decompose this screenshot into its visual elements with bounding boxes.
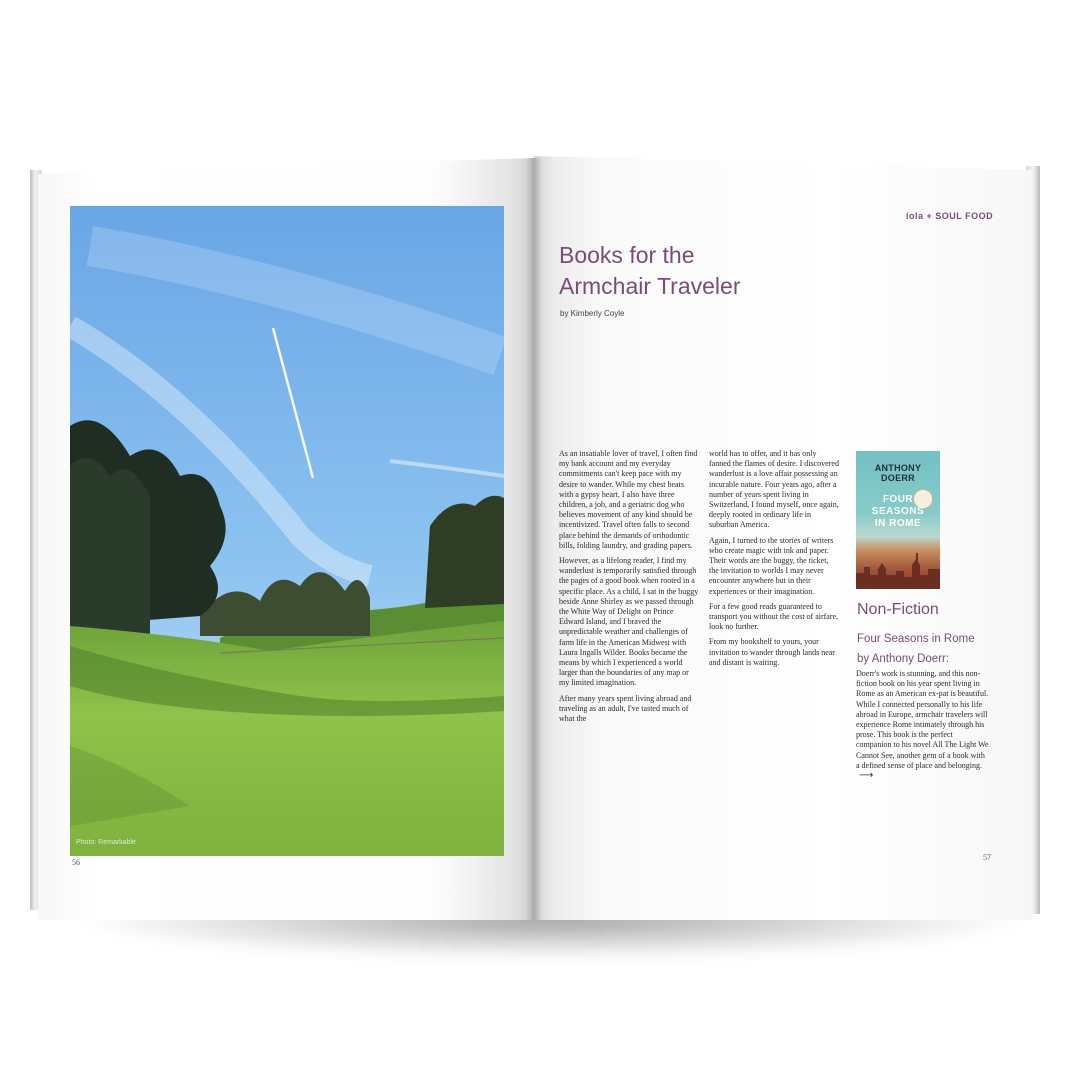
cover-author-first: ANTHONY bbox=[874, 463, 922, 473]
byline: by Kimberly Coyle bbox=[560, 309, 625, 318]
book-title-author: by Anthony Doerr: bbox=[857, 653, 950, 665]
article-column-1 bbox=[559, 449, 699, 729]
rome-skyline-icon bbox=[856, 549, 940, 589]
cover-author-last: DOERR bbox=[880, 473, 915, 483]
photo-credit: Photo: Remarkable bbox=[76, 839, 136, 846]
book-review bbox=[856, 669, 990, 781]
book-cover bbox=[856, 451, 940, 589]
paragraph: After many years spent living abroad and traveling as an adult, I've tasted much of what the bbox=[559, 693, 692, 724]
book-title-name: Four Seasons in Rome bbox=[857, 633, 975, 645]
headline-line-2: Armchair Traveler bbox=[559, 273, 741, 299]
paragraph: However, as a lifelong reader, I find my wanderlust is temporarily satisfied through the pages of a good book when rooted in a specific place. As a child, I sat in the buggy beside Anne Shirley as we passed through the White Way of Delight on Prince Edward Island, and I braved the unpredictable weather and challenges of farm life in the American Midwest with Laura Ingalls Wilder. Books became the means by which I experienced a world larger than the boundaries of any map or my limited imagination. bbox=[559, 556, 699, 688]
page-number-right: 57 bbox=[983, 853, 991, 862]
category-heading: Non-Fiction bbox=[857, 601, 939, 618]
cover-author bbox=[856, 463, 940, 483]
paragraph: From my bookshelf to yours, your invitation to wander through lands near and distant is waiting. bbox=[709, 637, 835, 667]
section-tag: iola + SOUL FOOD bbox=[906, 211, 994, 221]
paragraph: Again, I turned to the stories of writers who create magic with ink and paper. Their words are the buggy, the ticket, the invitation to worlds I may never encounter anywhere but in their experiences or their imagination. bbox=[709, 535, 834, 596]
review-text: Doerr's work is stunning, and this non-fiction book on his year spent living in Rome as an American ex-pat is beautiful. While I connected personally to his life abroad in Europe, armchair travelers will experience Rome intimately through his prose. This book is the perfect companion to his novel All The Light We Cannot See, another gem of a book with a defined sense of place and belonging. bbox=[856, 669, 989, 770]
landscape-photo bbox=[70, 206, 504, 856]
arrow-right-icon: ⟶ bbox=[859, 770, 874, 782]
cover-title-line: FOUR bbox=[882, 494, 914, 505]
cover-title-line: IN ROME bbox=[874, 518, 922, 529]
book-title bbox=[857, 629, 1007, 669]
page-number-left: 56 bbox=[72, 858, 80, 867]
cover-title bbox=[856, 494, 940, 530]
paragraph: world has to offer, and it has only fanned the flames of desire. I discovered wanderlust is a love affair possessing an incurable nature. Four years ago, after a number of years spent living in Switzerland, I found myself, once again, deeply rooted in ordinary life in suburban America. bbox=[709, 449, 839, 530]
paragraph: For a few good reads guaranteed to transport you without the cost of airfare, look no further. bbox=[709, 601, 839, 632]
headline-line-1: Books for the bbox=[559, 242, 695, 268]
cover-title-line: SEASONS bbox=[871, 506, 925, 517]
article-headline bbox=[559, 240, 819, 302]
article-column-2 bbox=[709, 449, 839, 673]
paragraph: As an insatiable lover of travel, I often find my bank account and my everyday commitments can't keep pace with my desire to wander. While my chest beats with a gypsy heart, I also have three children, a job, and a geriatric dog who believes movement of any kind should be incentivized. Travel often falls to second place behind the demands of orthodontic bills, folding laundry, and grading papers. bbox=[559, 449, 698, 550]
spine-gutter bbox=[526, 158, 542, 920]
landscape-illustration bbox=[70, 206, 504, 856]
